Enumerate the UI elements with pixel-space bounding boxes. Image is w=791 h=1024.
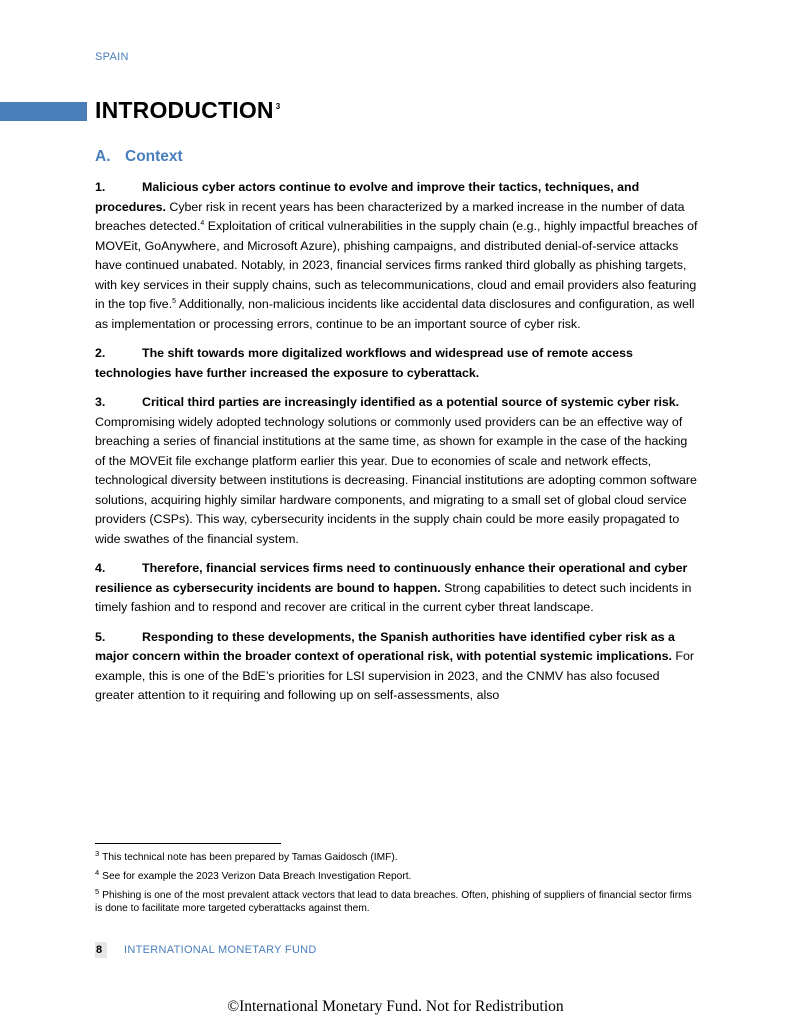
paragraph-text: Additionally, non-malicious incidents like accidental data disclosures and configuration, as well as implementation or processing errors, continue to be an important source of cyber risk. xyxy=(95,297,695,331)
footnote xyxy=(95,848,695,864)
title-footnote-marker: 3 xyxy=(275,102,281,112)
paragraph-text: Cyber risk in recent years has been characterized by a marked increase in the number of data breaches detected. xyxy=(95,199,685,233)
page-title xyxy=(95,97,280,124)
paragraph-number: 3. xyxy=(95,395,106,409)
paragraph-2 xyxy=(95,344,699,383)
paragraph-lead: Responding to these developments, the Spanish authorities have identified cyber risk as a major concern within the broader context of operational risk, with potential systemic implications. xyxy=(95,629,675,663)
copyright-notice: ©International Monetary Fund. Not for Redistribution xyxy=(227,998,564,1015)
footnote-text: See for example the 2023 Verizon Data Breach Investigation Report. xyxy=(102,871,412,882)
footnote-divider xyxy=(95,843,281,844)
page-title-text: INTRODUCTION xyxy=(95,97,274,123)
paragraph-5 xyxy=(95,628,699,706)
paragraph-text: Exploitation of critical vulnerabilities in the supply chain (e.g., highly impactful breaches of MOVEit, GoAnywhere, and Microsoft Azure), phishing campaigns, and distributed denial-of-service attacks have continued unabated. Notably, in 2023, financial services firms ranked third globally as phishing targets, with key services in their supply chains, such as telecommunications, cloud and email providers also featuring in the top five. xyxy=(95,219,698,311)
section-letter: A. xyxy=(95,148,111,165)
footnote-text: This technical note has been prepared by Tamas Gaidosch (IMF). xyxy=(102,852,398,863)
paragraph-text: Strong capabilities to detect such incidents in timely fashion and to respond and recover are critical in the current cyber threat landscape. xyxy=(95,580,692,614)
paragraph-lead: Malicious cyber actors continue to evolve and improve their tactics, techniques, and procedures. xyxy=(95,180,640,214)
paragraph-lead: Therefore, financial services firms need to continuously enhance their operational and cyber resilience as cybersecurity incidents are bound to happen. xyxy=(95,561,688,595)
footnote-ref: 4 xyxy=(200,219,205,227)
footnote-number: 3 xyxy=(95,848,100,858)
section-title: Context xyxy=(125,148,183,165)
section-heading xyxy=(95,148,183,166)
paragraph-number: 2. xyxy=(95,346,106,360)
footer-organization: INTERNATIONAL MONETARY FUND xyxy=(124,944,317,956)
paragraph-lead: Critical third parties are increasingly identified as a potential source of systemic cyber risk. xyxy=(142,395,680,409)
paragraph-1 xyxy=(95,178,699,334)
footnote-text: Phishing is one of the most prevalent attack vectors that lead to data breaches. Often, phishing of suppliers of financial sector firms is done to facilitate more targeted cyberattacks against them. xyxy=(95,890,692,914)
page-number xyxy=(95,942,107,958)
paragraph-3 xyxy=(95,393,699,549)
paragraph-text: Compromising widely adopted technology solutions or commonly used providers can be an effective way of breaching a series of financial institutions at the same time, as shown for example in the case of the hacking of the MOVEit file exchange platform earlier this year. Due to economies of scale and network effects, technological diversity between institutions is decreasing. Financial institutions are adopting common software solutions, acquiring highly similar hardware components, and migrating to a small set of global cloud service providers (CSPs). This way, cybersecurity incidents in the supply chain could be more easily propagated to wide swathes of the financial system. xyxy=(95,414,697,546)
paragraph-number: 1. xyxy=(95,180,106,194)
paragraph-number: 5. xyxy=(95,629,106,644)
footnote xyxy=(95,886,695,915)
paragraph-lead: The shift towards more digitalized workflows and widespread use of remote access technologies have further increased the exposure to cyberattack. xyxy=(95,346,633,380)
footnotes xyxy=(95,848,695,921)
paragraph-text: For example, this is one of the BdE’s priorities for LSI supervision in 2023, and the CNMV has also focused greater attention to it requiring and following up on self-assessments, also xyxy=(95,649,694,702)
paragraph-number: 4. xyxy=(95,561,106,575)
footnote-number: 4 xyxy=(95,867,100,877)
page-number-text: 8 xyxy=(96,944,103,956)
running-header: SPAIN xyxy=(95,51,129,63)
footnote xyxy=(95,867,695,883)
paragraph-4 xyxy=(95,559,699,618)
title-accent-bar xyxy=(0,102,87,121)
body-text xyxy=(95,178,699,716)
footnote-ref: 5 xyxy=(172,297,177,305)
footnote-number: 5 xyxy=(95,886,100,896)
